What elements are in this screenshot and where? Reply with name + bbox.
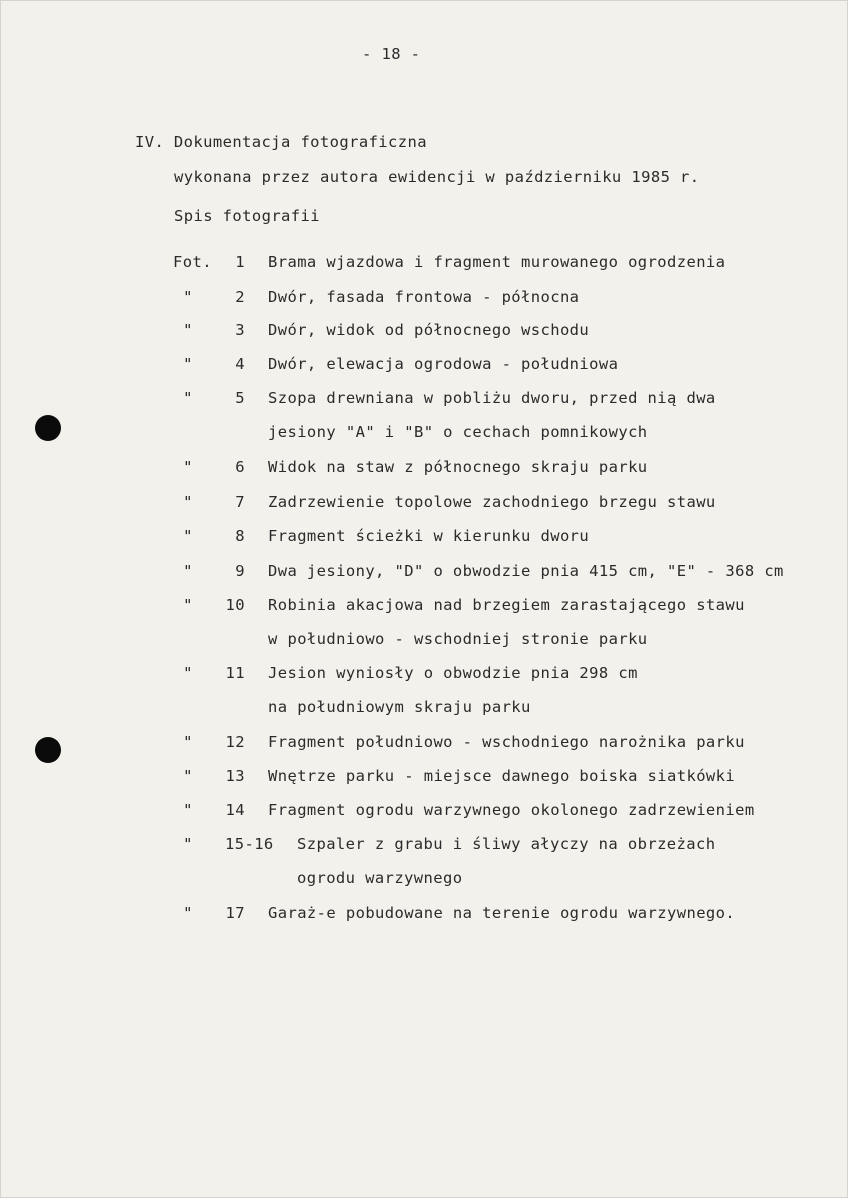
photo-number: 7 <box>235 493 245 511</box>
ditto-mark: " <box>183 389 193 407</box>
punch-hole-bottom <box>35 737 61 763</box>
photo-number: 8 <box>235 527 245 545</box>
ditto-mark: " <box>183 904 193 922</box>
photo-description: na południowym skraju parku <box>268 698 531 716</box>
section-subtitle: wykonana przez autora ewidencji w październiku 1985 r. <box>174 168 700 186</box>
photo-number: 17 <box>225 904 245 922</box>
photo-description: Dwór, fasada frontowa - północna <box>268 288 580 306</box>
section-heading: IV. Dokumentacja fotograficzna <box>135 133 427 151</box>
photo-description: Szpaler z grabu i śliwy ałyczy na obrzeżach <box>297 835 716 853</box>
fot-label: Fot. <box>173 253 212 271</box>
photo-description: Zadrzewienie topolowe zachodniego brzegu stawu <box>268 493 716 511</box>
photo-number: 6 <box>235 458 245 476</box>
photo-number: 4 <box>235 355 245 373</box>
photo-description: Brama wjazdowa i fragment murowanego ogrodzenia <box>268 253 726 271</box>
ditto-mark: " <box>183 562 193 580</box>
ditto-mark: " <box>183 835 193 853</box>
ditto-mark: " <box>183 664 193 682</box>
photo-number: 3 <box>235 321 245 339</box>
ditto-mark: " <box>183 321 193 339</box>
ditto-mark: " <box>183 801 193 819</box>
photo-number: 10 <box>225 596 245 614</box>
photo-description: Robinia akacjowa nad brzegiem zarastającego stawu <box>268 596 745 614</box>
photo-number: 12 <box>225 733 245 751</box>
ditto-mark: " <box>183 458 193 476</box>
ditto-mark: " <box>183 767 193 785</box>
ditto-mark: " <box>183 527 193 545</box>
ditto-mark: " <box>183 733 193 751</box>
photo-description: Dwór, elewacja ogrodowa - południowa <box>268 355 619 373</box>
photo-description: Fragment ścieżki w kierunku dworu <box>268 527 590 545</box>
photo-description: Dwór, widok od północnego wschodu <box>268 321 590 339</box>
photo-description: ogrodu warzywnego <box>297 869 463 887</box>
photo-number: 1 <box>235 253 245 271</box>
ditto-mark: " <box>183 493 193 511</box>
photo-number: 9 <box>235 562 245 580</box>
photo-number: 11 <box>225 664 245 682</box>
photo-description: Dwa jesiony, "D" o obwodzie pnia 415 cm, "E" - 368 cm <box>268 562 784 580</box>
photo-description: Fragment południowo - wschodniego narożnika parku <box>268 733 745 751</box>
photo-number: 5 <box>235 389 245 407</box>
photo-description: Widok na staw z północnego skraju parku <box>268 458 648 476</box>
ditto-mark: " <box>183 288 193 306</box>
photo-description: jesiony "A" i "B" o cechach pomnikowych <box>268 423 648 441</box>
list-title: Spis fotografii <box>174 207 320 225</box>
photo-number: 2 <box>235 288 245 306</box>
page-number: - 18 - <box>362 45 421 63</box>
photo-description: Fragment ogrodu warzywnego okolonego zadrzewieniem <box>268 801 755 819</box>
photo-description: Szopa drewniana w pobliżu dworu, przed nią dwa <box>268 389 716 407</box>
ditto-mark: " <box>183 596 193 614</box>
photo-description: Wnętrze parku - miejsce dawnego boiska siatkówki <box>268 767 736 785</box>
photo-number: 15-16 <box>225 835 274 853</box>
photo-description: w południowo - wschodniej stronie parku <box>268 630 648 648</box>
punch-hole-top <box>35 415 61 441</box>
photo-description: Jesion wyniosły o obwodzie pnia 298 cm <box>268 664 638 682</box>
photo-number: 14 <box>225 801 245 819</box>
ditto-mark: " <box>183 355 193 373</box>
photo-number: 13 <box>225 767 245 785</box>
photo-description: Garaż-e pobudowane na terenie ogrodu warzywnego. <box>268 904 736 922</box>
